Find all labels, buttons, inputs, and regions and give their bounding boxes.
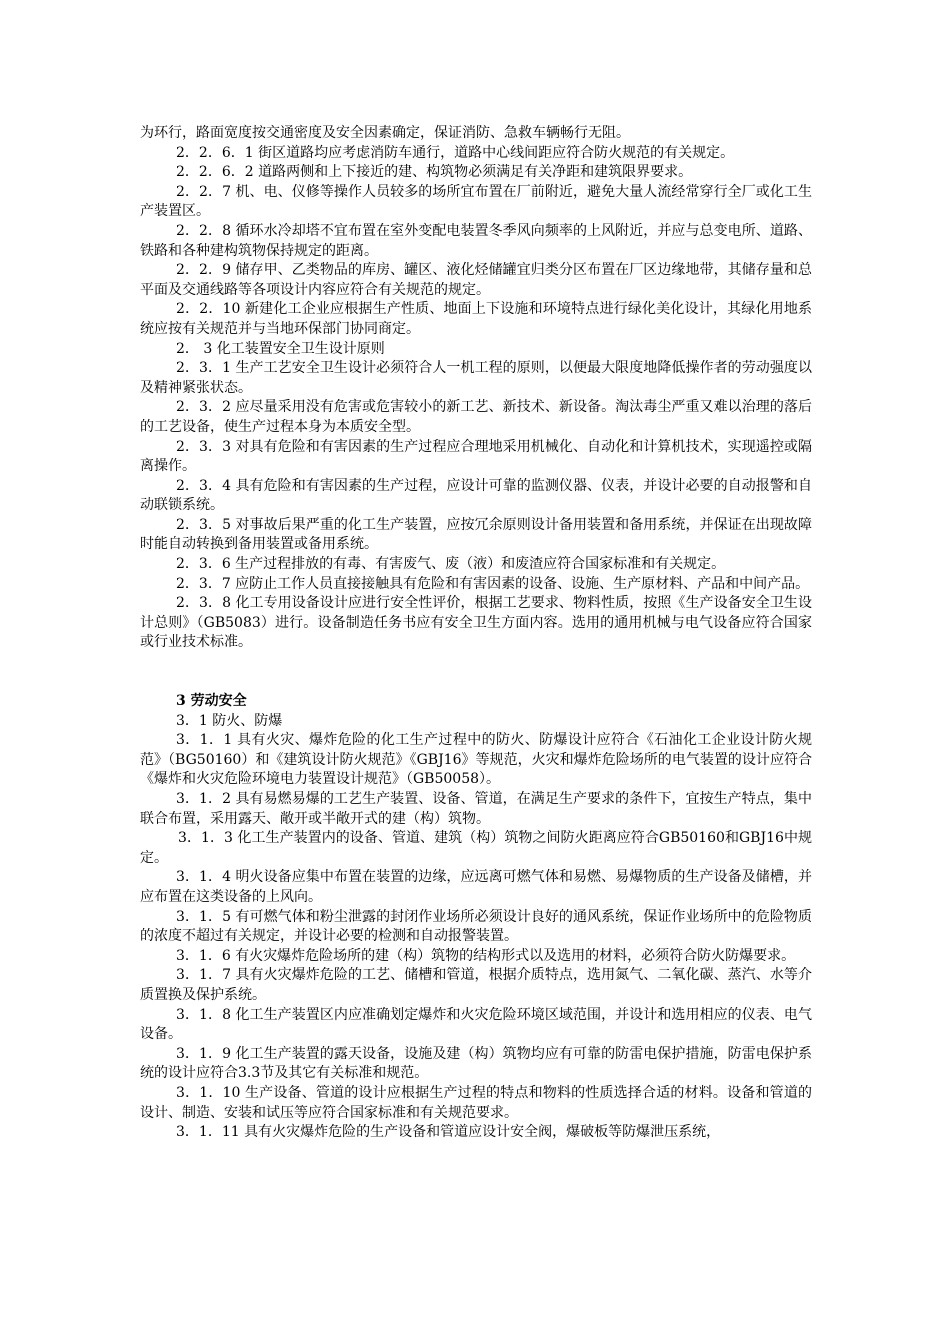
paragraph: 2．3．1 生产工艺安全卫生设计必须符合人一机工程的原则，以便最大限度地降低操作者的劳动强度以及精神紧张状态。 xyxy=(140,360,812,396)
section-2-body xyxy=(140,124,812,653)
paragraph: 为环行，路面宽度按交通密度及安全因素确定，保证消防、急救车辆畅行无阻。 xyxy=(140,125,630,141)
paragraph: 2．3．5 对事故后果严重的化工生产装置，应按冗余原则设计备用装置和备用系统，并保证在出现故障时能自动转换到备用装置或备用系统。 xyxy=(140,516,812,553)
paragraph: 2．2．6．1 街区道路均应考虑消防车通行，道路中心线间距应符合防火规范的有关规定。 xyxy=(176,144,735,161)
paragraph: 2．3．2 应尽量采用没有危害或危害较小的新工艺、新技术、新设备。淘汰毒尘严重又难以治理的落后的工艺设备，使生产过程本身为本质安全型。 xyxy=(140,399,812,435)
paragraph: 3．1．3 化工生产装置内的设备、管道、建筑（构）筑物之间防火距离应符合GB50160和GBJ16中规定。 xyxy=(140,830,812,866)
paragraph: 2．2．10 新建化工企业应根据生产性质、地面上下设施和环境特点进行绿化美化设计，其绿化用地系统应按有关规范并与当地环保部门协同商定。 xyxy=(140,301,812,337)
paragraph: 2．3．6 生产过程排放的有毒、有害废气、废（液）和废渣应符合国家标准和有关规定。 xyxy=(176,556,726,573)
section-spacer xyxy=(140,653,812,692)
paragraph: 3．1．5 有可燃气体和粉尘泄露的封闭作业场所必须设计良好的通风系统，保证作业场所中的危险物质的浓度不超过有关规定，并设计必要的检测和自动报警装置。 xyxy=(140,908,812,945)
paragraph: 2．3．4 具有危险和有害因素的生产过程，应设计可靠的监测仪器、仪表，并设计必要的自动报警和自动联锁系统。 xyxy=(140,477,812,514)
paragraph: 3．1．2 具有易燃易爆的工艺生产装置、设备、管道，在满足生产要求的条件下，宜按生产特点，集中联合布置，采用露天、敞开或半敞开式的建（构）筑物。 xyxy=(140,791,812,827)
paragraph: 3．1．11 具有火灾爆炸危险的生产设备和管道应设计安全阀，爆破板等防爆泄压系统， xyxy=(176,1124,721,1141)
paragraph: 3．1．9 化工生产装置的露天设备，设施及建（构）筑物均应有可靠的防雷电保护措施，防雷电保护系统的设计应符合3.3节及其它有关标准和规范。 xyxy=(140,1045,812,1082)
paragraph: 2．3．8 化工专用设备设计应进行安全性评价，根据工艺要求、物料性质，按照《生产设备安全卫生设计总则》（GB5083）进行。设备制造任务书应有安全卫生方面内容。选用的通用机械与电气设备应符合国家或行业技术标准。 xyxy=(140,595,812,651)
paragraph: 2．2．6．2 道路两侧和上下接近的建、构筑物必须满足有关净距和建筑限界要求。 xyxy=(176,164,693,181)
paragraph: 2．2．7 机、电、仪修等操作人员较多的场所宜布置在厂前附近，避免大量人流经常穿行全厂或化工生产装置区。 xyxy=(140,183,812,220)
paragraph: 3．1．8 化工生产装置区内应准确划定爆炸和火灾危险环境区域范围，并设计和选用相应的仪表、电气设备。 xyxy=(140,1006,812,1043)
paragraph: 2． 3 化工装置安全卫生设计原则 xyxy=(176,340,385,357)
section-heading: 3 劳动安全 xyxy=(176,693,247,710)
section-3-body xyxy=(140,712,812,1143)
paragraph: 2．2．8 循环水冷却塔不宜布置在室外变配电装置冬季风向频率的上风附近，并应与总变电所、道路、铁路和各种建构筑物保持规定的距离。 xyxy=(140,222,812,259)
paragraph: 2．3．3 对具有危险和有害因素的生产过程应合理地采用机械化、自动化和计算机技术，实现遥控或隔离操作。 xyxy=(140,438,812,475)
paragraph: 3．1 防火、防爆 xyxy=(176,712,283,729)
paragraph: 3．1．4 明火设备应集中布置在装置的边缘，应远离可燃气体和易燃、易爆物质的生产设备及储槽，并应布置在这类设备的上风向。 xyxy=(140,869,812,905)
paragraph: 2．2．9 储存甲、乙类物品的库房、罐区、液化烃储罐宜归类分区布置在厂区边缘地带，其储存量和总平面及交通线路等各项设计内容应符合有关规范的规定。 xyxy=(140,262,812,298)
document-page xyxy=(140,124,812,1143)
paragraph: 3．1．6 有火灾爆炸危险场所的建（构）筑物的结构形式以及选用的材料，必须符合防火防爆要求。 xyxy=(176,947,796,964)
paragraph: 2．3．7 应防止工作人员直接接触具有危险和有害因素的设备、设施、生产原材料、产品和中间产品。 xyxy=(176,575,810,592)
paragraph: 3．1．7 具有火灾爆炸危险的工艺、储槽和管道，根据介质特点，选用氮气、二氧化碳、蒸汽、水等介质置换及保护系统。 xyxy=(140,967,812,1003)
paragraph: 3．1．10 生产设备、管道的设计应根据生产过程的特点和物料的性质选择合适的材料。设备和管道的设计、制造、安装和试压等应符合国家标准和有关规范要求。 xyxy=(140,1084,812,1121)
paragraph: 3．1．1 具有火灾、爆炸危险的化工生产过程中的防火、防爆设计应符合《石油化工企业设计防火规范》（BG50160）和《建筑设计防火规范》《GBJ16》等规范，火灾和爆炸危险场所的电气装置的设计应符合《爆炸和火灾危险环境电力装置设计规范》（GB50058）。 xyxy=(140,732,812,788)
